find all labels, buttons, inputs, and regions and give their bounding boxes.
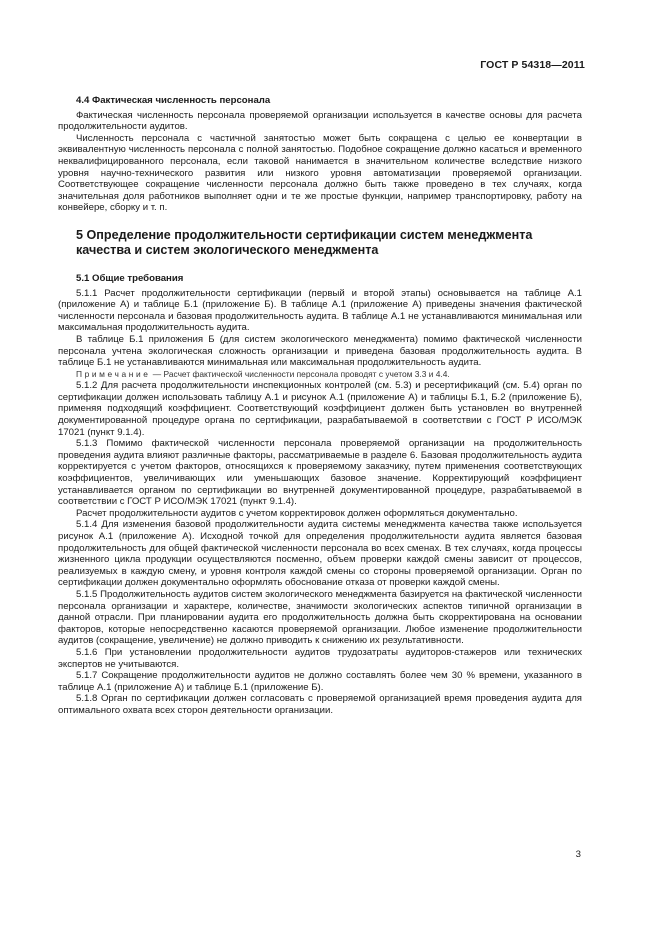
paragraph: 5.1.4 Для изменения базовой продолжительности аудита системы менеджмента качества также используется рисунок А.1 (приложение А). Исходной точкой для определения продолжительности аудита является базовая продолжительность для общей фактической численности персонала во всех сменах. В тех случаях, когда процессы жизненного цикла продукции осуществляются посменно, объем проверки каждой смены зависит от процессов, реализуемых в каждую смену, и уровня контроля каждой смены со стороны проверяемой организации. Орган по сертификации должен документально оформлять обоснование отказа от проверки каждой смены. [58,519,582,589]
note-label: Примечание [76,368,151,379]
paragraph: 5.1.6 При установлении продолжительности аудитов трудозатраты аудиторов-стажеров или технических экспертов не учитываются. [58,646,582,670]
note-text: — Расчет фактической численности персонала проводят с учетом 3.3 и 4.4. [150,368,450,379]
section-5-title: 5 Определение продолжительности сертификации систем менеджмента качества и систем экологического менеджмента [76,227,533,258]
section-5-1-title: 5.1 Общие требования [76,272,184,284]
standard-code: ГОСТ Р 54318—2011 [480,59,585,71]
paragraph: 5.1.3 Помимо фактической численности персонала проверяемой организации на продолжительность проведения аудита влияют различные факторы, рассматриваемые в разделе 6. Базовая продолжительность аудита корректируется с учетом факторов, относящихся к проверяемому заказчику, путем применения соответствующих коэффициентов, увеличивающих или уменьшающих базовое значение. Корректирующий коэффициент устанавливается органом по сертификации во внутренней документированной процедуре, разрабатываемой в соответствии с ГОСТ Р ИСО/МЭК 17021 (пункт 9.1.4). [58,438,582,508]
page-number: 3 [575,849,581,860]
paragraph: 5.1.7 Сокращение продолжительности аудитов не должно составлять более чем 30 % времени, указанного в таблице А.1 (приложение А) и таблице Б.1 (приложение Б). [58,670,582,693]
page-content [58,95,582,717]
paragraph: В таблице Б.1 приложения Б (для систем экологического менеджмента) помимо фактической численности персонала учтена экологическая сложность организации и приведена базовая продолжительность аудита. В таблице Б.1 не устанавливаются минимальная или максимальная продолжительность аудита. [58,333,582,369]
note [58,369,582,381]
section-4-4-title: 4.4 Фактическая численность персонала [76,95,271,106]
paragraph: Фактическая численность персонала проверяемой организации используется в качестве основы для расчета продолжительности аудитов. [58,109,582,133]
paragraph: Численность персонала с частичной занятостью может быть сокращена с целью ее конвертации в эквивалентную численность персонала с полной занятостью. Подобное сокращение должно касаться и временного неквалифицированного персонала, если таковой нанимается в значительном количестве вследствие низкого уровня научно-технического развития или низкого уровня автоматизации проверяемой организации. Соответствующее сокращение численности персонала должно быть также проведено в тех случаях, когда значительная доля работников выполняет одни и те же простые функции, например транспортировку, работу на конвейере, сборку и т. п. [58,132,582,214]
paragraph: 5.1.5 Продолжительность аудитов систем экологического менеджмента базируется на фактической численности персонала организации и характере, количестве, значимости экологических аспектов типичной организации в данной отрасли. При планировании аудита его продолжительность должна быть скорректирована на основании факторов, которые непосредственно касаются проверяемой организации. Любое изменение продолжительности аудитов (сокращение, увеличение) не должно приводить к снижению их результативности. [58,588,582,647]
paragraph: 5.1.2 Для расчета продолжительности инспекционных контролей (см. 5.3) и ресертификаций (см. 5.4) орган по сертификации должен использовать таблицу А.1 и рисунок А.1 (приложение А) и таблицы Б.1, Б.2 (приложение Б), применяя подходящий коэффициент. Соответствующий коэффициент должен быть установлен во внутренней документированной процедуре органа по сертификации, разрабатываемой в соответствии с ГОСТ Р ИСО/МЭК 17021 (пункт 9.1.4). [58,380,582,438]
paragraph: Расчет продолжительности аудитов с учетом корректировок должен оформляться документально. [76,507,518,519]
paragraph: 5.1.8 Орган по сертификации должен согласовать с проверяемой организацией время проведения аудита для оптимального охвата всех сторон деятельности организации. [58,693,582,716]
paragraph: 5.1.1 Расчет продолжительности сертификации (первый и второй этапы) основывается на таблице А.1 (приложение А) и таблице Б.1 (приложение Б). В таблице А.1 (приложение А) приведены значения фактической численности персонала и базовая продолжительность аудита. В таблице А.1 не устанавливаются минимальная или максимальная продолжительность аудита. [58,287,582,334]
